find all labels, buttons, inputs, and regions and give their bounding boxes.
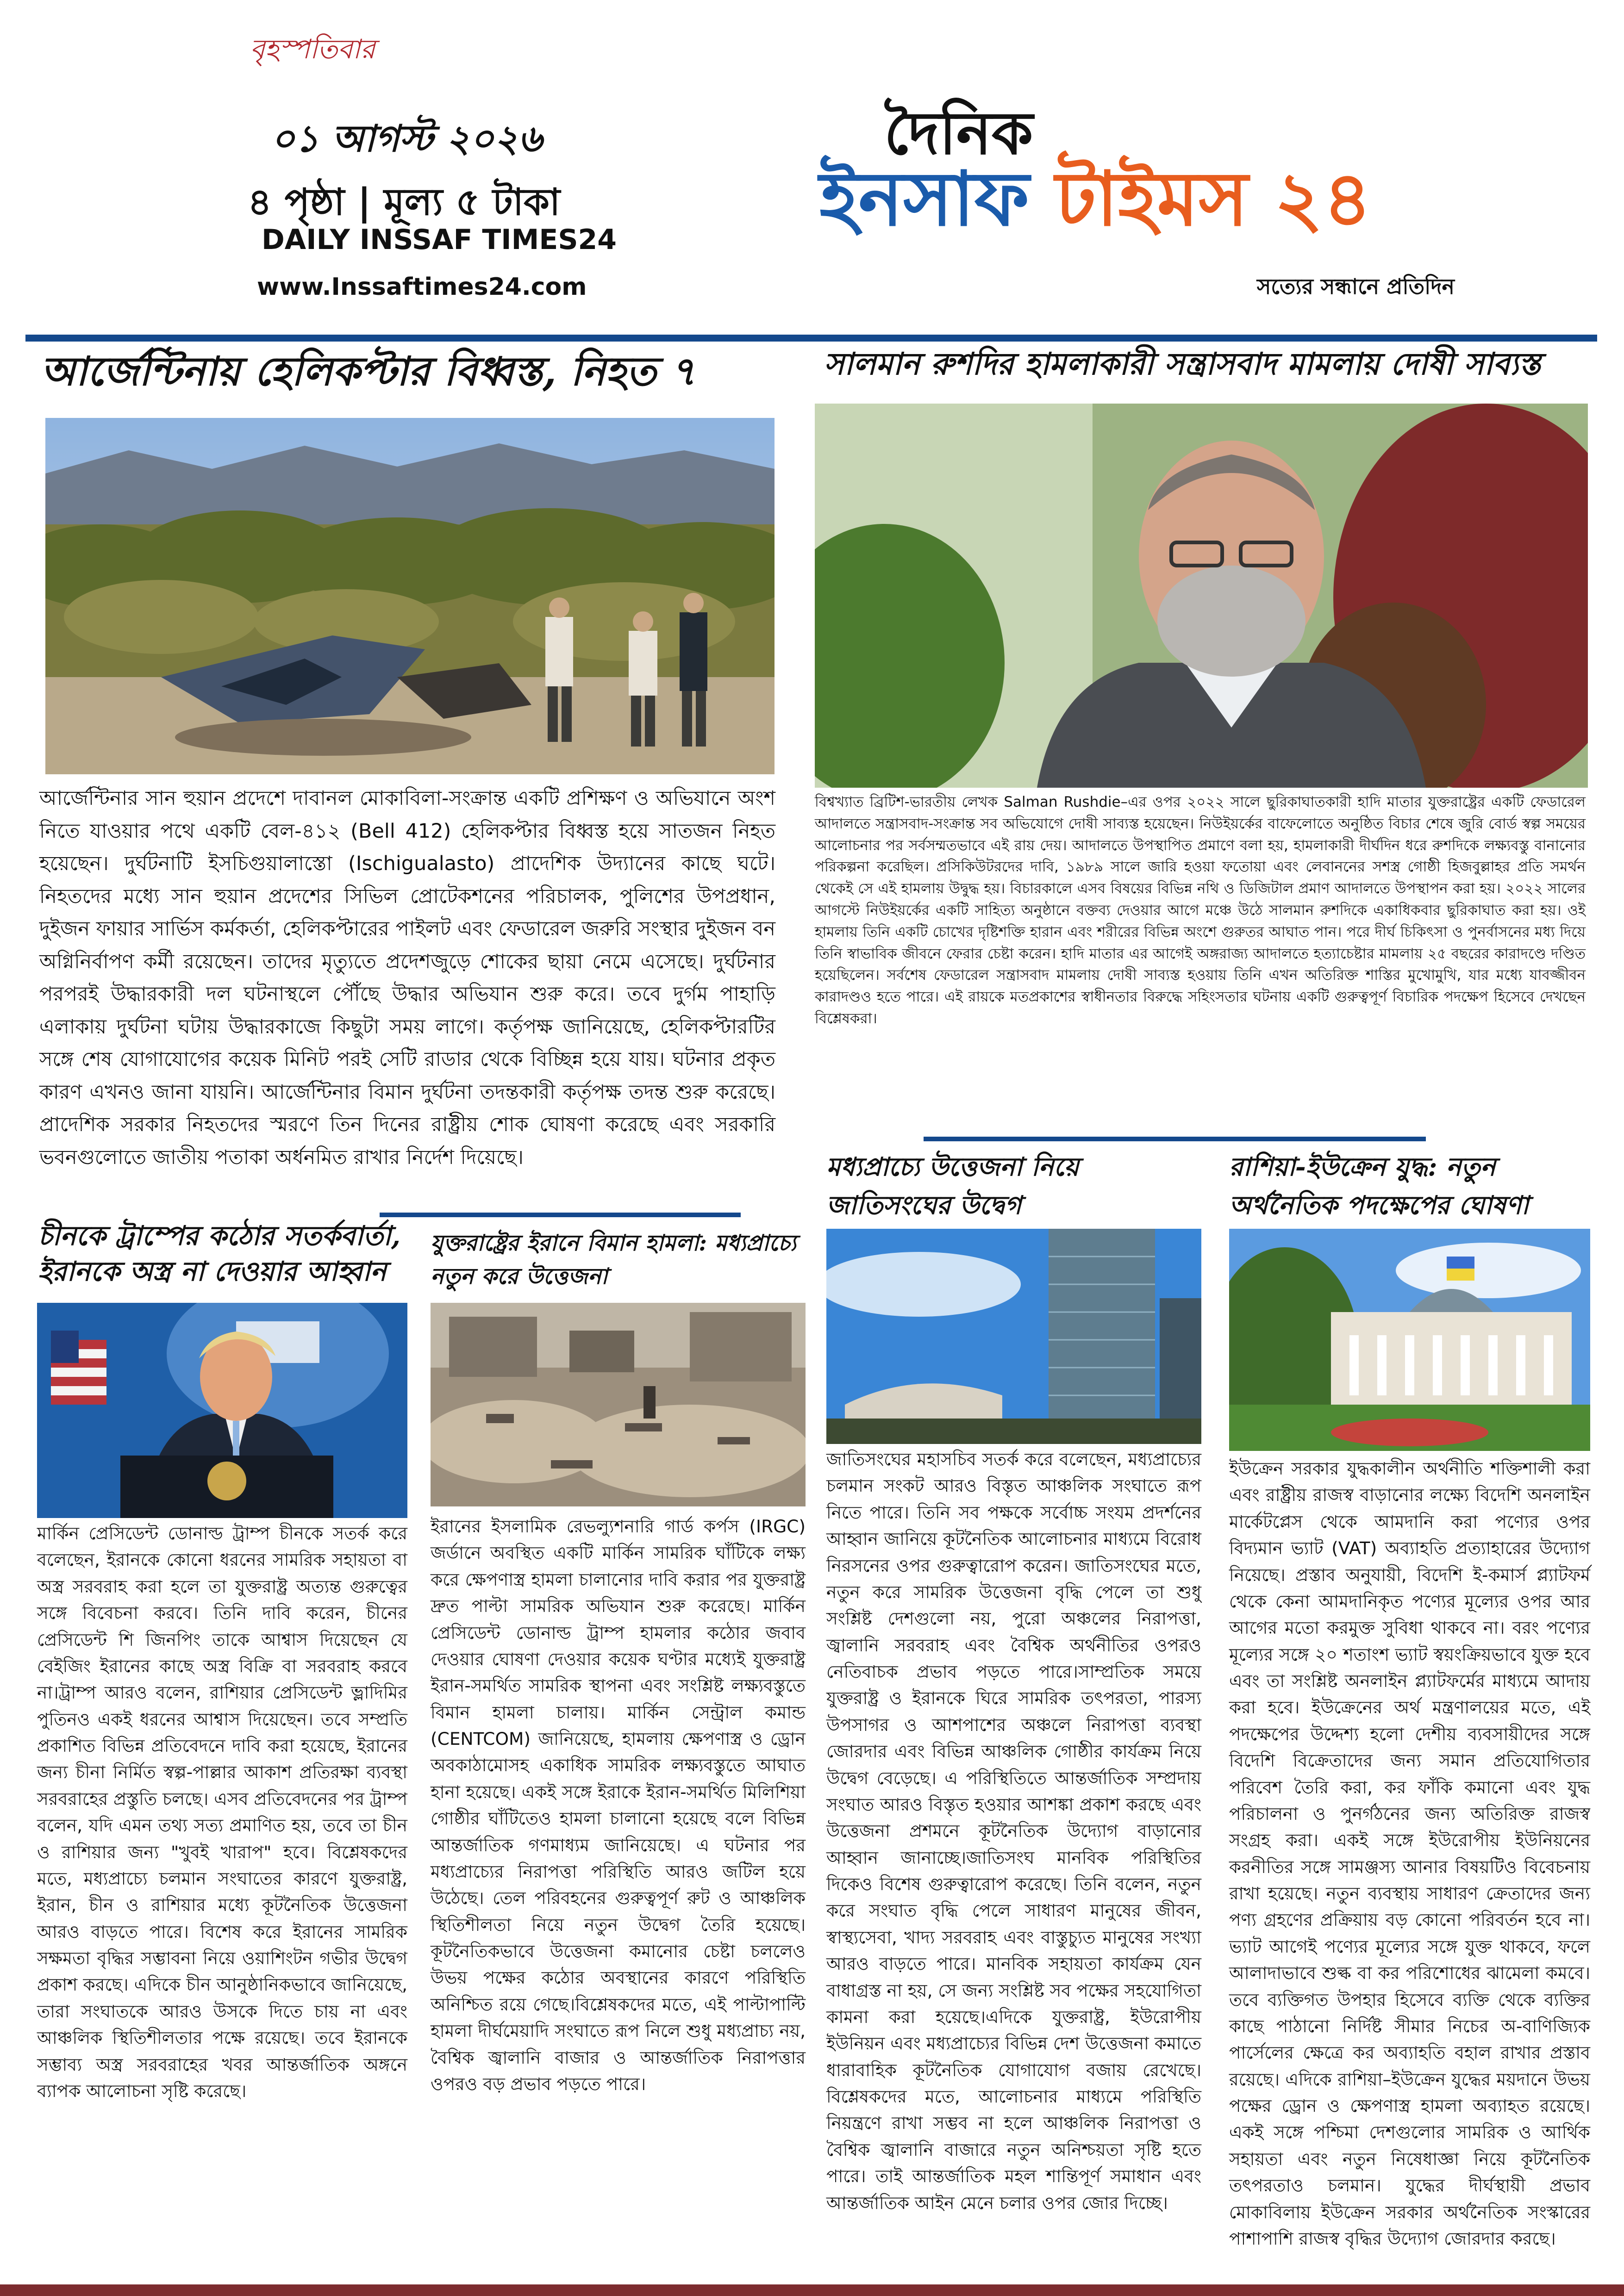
logo-part-inssaf: ইনসাফ [819, 156, 1030, 243]
logo-part-times: টাইমস ২৪ [1055, 156, 1372, 243]
headline-us-strike[interactable]: যুক্তরাষ্ট্রের ইরানে বিমান হামলা: মধ্যপ্রাচ্যে নতুন করে উত্তেজনা [431, 1230, 797, 1289]
section-divider-left [380, 1213, 741, 1217]
headline-trump-china[interactable]: চীনকে ট্রাম্পের কঠোর সতর্কবার্তা, ইরানকে অস্ত্র না দেওয়ার আহ্বান [38, 1220, 401, 1288]
article-body-argentina: আর্জেন্টিনার সান হুয়ান প্রদেশে দাবানল মোকাবিলা-সংক্রান্ত একটি প্রশিক্ষণ ও অভিযানে অংশ নিতে যাওয়ার পথে একটি বেল-৪১২ (Bell 412) হেলিকপ্টার বিধ্বস্ত হয়ে সাতজন নিহত হয়েছেন। দুর্ঘটনাটি ইসচিগুয়ালাস্তো (Ischigualasto) প্রাদেশিক উদ্যানের কাছে ঘটে।নিহতদের মধ্যে সান হুয়ান প্রদেশের সিভিল প্রোটেকশনের পরিচালক, পুলিশের উপপ্রধান, দুইজন ফায়ার সার্ভিস কর্মকর্তা, হেলিকপ্টারের পাইলট এবং ফেডারেল জরুরি সংস্থার দুইজন বন অগ্নিনির্বাপণ কর্মী রয়েছেন। তাদের মৃত্যুতে প্রদেশজুড়ে শোকের ছায়া নেমে এসেছে। দুর্ঘটনার পরপরই উদ্ধারকারী দল ঘটনাস্থলে পৌঁছে উদ্ধার অভিযান শুরু করে। তবে দুর্গম পাহাড়ি এলাকায় দুর্ঘটনা ঘটায় উদ্ধারকাজে কিছুটা সময় লাগে। কর্তৃপক্ষ জানিয়েছে, হেলিকপ্টারটির সঙ্গে শেষ যোগাযোগের কয়েক মিনিট পরই সেটি রাডার থেকে বিচ্ছিন্ন হয়ে যায়। ঘটনার প্রকৃত কারণ এখনও জানা যায়নি। আর্জেন্টিনার বিমান দুর্ঘটনা তদন্তকারী কর্তৃপক্ষ তদন্ত শুরু করেছে। প্রাদেশিক সরকার নিহতদের স্মরণে তিন দিনের রাষ্ট্রীয় শোক ঘোষণা করেছে এবং সরকারি ভবনগুলোতে জাতীয় পতাকা অর্ধনমিত রাখার নির্দেশ দিয়েছে। [39, 787, 775, 1169]
newspaper-logo [819, 156, 1372, 243]
photo-un-headquarters [826, 1229, 1201, 1444]
logo-daily-word: দৈনিক [884, 99, 1033, 168]
section-divider-right [924, 1137, 1426, 1141]
photo-ukraine-parliament [1229, 1229, 1590, 1451]
article-body-trump: মার্কিন প্রেসিডেন্ট ডোনাল্ড ট্রাম্প চীনকে সতর্ক করে বলেছেন, ইরানকে কোনো ধরনের সামরিক সহায়তা বা অস্ত্র সরবরাহ করা হলে তা যুক্তরাষ্ট্র অত্যন্ত গুরুত্বের সঙ্গে বিবেচনা করবে। তিনি দাবি করেন, চীনের প্রেসিডেন্ট শি জিনপিং তাকে আশ্বাস দিয়েছেন যে বেইজিং ইরানের কাছে অস্ত্র বিক্রি বা সরবরাহ করবে না।ট্রাম্প আরও বলেন, রাশিয়ার প্রেসিডেন্ট ভ্লাদিমির পুতিনও একই ধরনের আশ্বাস দিয়েছেন। তবে সম্প্রতি প্রকাশিত বিভিন্ন প্রতিবেদনে দাবি করা হয়েছে, ইরানের জন্য চীনা নির্মিত স্বল্প-পাল্লার আকাশ প্রতিরক্ষা ব্যবস্থা সরবরাহের প্রস্তুতি চলছে। এসব প্রতিবেদনের পর ট্রাম্প বলেন, যদি এমন তথ্য সত্য প্রমাণিত হয়, তবে তা চীন ও রাশিয়ার জন্য "খুবই খারাপ" হবে। বিশ্লেষকদের মতে, মধ্যপ্রাচ্যে চলমান সংঘাতের কারণে যুক্তরাষ্ট্র, ইরান, চীন ও রাশিয়ার মধ্যে কূটনৈতিক উত্তেজনা আরও বাড়তে পারে। বিশেষ করে ইরানের সামরিক সক্ষমতা বৃদ্ধির সম্ভাবনা নিয়ে ওয়াশিংটন গভীর উদ্বেগ প্রকাশ করছে। এদিকে চীন আনুষ্ঠানিকভাবে জানিয়েছে, তারা সংঘাতকে আরও উসকে দিতে চায় না এবং আঞ্চলিক স্থিতিশীলতার পক্ষে রয়েছে। তবে ইরানকে সম্ভাব্য অস্ত্র সরবরাহের খবর আন্তর্জাতিক অঙ্গনে ব্যাপক আলোচনা সৃষ্টি করেছে। [37, 1523, 407, 2101]
photo-donald-trump [37, 1303, 407, 1518]
article-body-rushdie: বিশ্বখ্যাত ব্রিটিশ-ভারতীয় লেখক Salman Rushdie–এর ওপর ২০২২ সালে ছুরিকাঘাতকারী হাদি মাতার যুক্তরাষ্ট্রের একটি ফেডারেল আদালতে সন্ত্রাসবাদ-সংক্রান্ত সব অভিযোগে দোষী সাব্যস্ত হয়েছেন। নিউইয়র্কের বাফেলোতে অনুষ্ঠিত বিচার শেষে জুরি বোর্ড স্বল্প সময়ের আলোচনার পর সর্বসম্মতভাবে এই রায় দেয়। আদালতে উপস্থাপিত প্রমাণে বলা হয়, হামলাকারী দীর্ঘদিন ধরে রুশদিকে লক্ষ্যবস্তু বানানোর পরিকল্পনা করেছিল। প্রসিকিউটরদের দাবি, ১৯৮৯ সালে জারি হওয়া ফতোয়া এবং লেবাননের সশস্ত্র গোষ্ঠী হিজবুল্লাহর প্রতি সমর্থন থেকেই সে এই হামলায় উদ্বুদ্ধ হয়। বিচারকালে এসব বিষয়ের বিভিন্ন নথি ও ডিজিটাল প্রমাণ আদালতে উপস্থাপন করা হয়। ২০২২ সালের আগস্টে নিউইয়র্কের একটি সাহিত্য অনুষ্ঠানে বক্তব্য দেওয়ার আগে মঞ্চে উঠে সালমান রুশদিকে একাধিকবার ছুরিকাঘাত করা হয়। ওই হামলায় তিনি একটি চোখের দৃষ্টিশক্তি হারান এবং শরীরের বিভিন্ন অংশে গুরুতর আঘাত পান। পরে দীর্ঘ চিকিৎসা ও পুনর্বাসনের মধ্য দিয়ে তিনি স্বাভাবিক জীবনে ফেরার চেষ্টা করেন। হাদি মাতার এর আগেই অঙ্গরাজ্য আদালতে হত্যাচেষ্টার মামলায় ২৫ বছরের কারাদণ্ডে দণ্ডিত হয়েছিলেন। সর্বশেষ ফেডারেল সন্ত্রাসবাদ মামলায় দোষী সাব্যস্ত হওয়ায় তিনি এখন অতিরিক্ত শাস্তির মুখোমুখি, যার মধ্যে যাবজ্জীবন কারাদণ্ডও হতে পারে। এই রায়কে মতপ্রকাশের স্বাধীনতার বিরুদ্ধে সহিংসতার ঘটনায় একটি গুরুত্বপূর্ণ বিচারিক পদক্ষেপ হিসেবে দেখছেন বিশ্লেষকরা। [815, 794, 1586, 1027]
headline-un-concern[interactable]: মধ্যপ্রাচ্যে উত্তেজনা নিয়ে জাতিসংঘের উদ্বেগ [826, 1151, 1079, 1220]
photo-salman-rushdie [815, 404, 1588, 788]
english-newspaper-name: DAILY INSSAF TIMES24 [262, 224, 617, 256]
article-body-us-strike: ইরানের ইসলামিক রেভল্যুশনারি গার্ড কর্পস (IRGC) জর্ডানে অবস্থিত একটি মার্কিন সামরিক ঘাঁটিকে লক্ষ্য করে ক্ষেপণাস্ত্র হামলা চালানোর দাবি করার পর যুক্তরাষ্ট্র দ্রুত পাল্টা সামরিক অভিযান শুরু করেছে। মার্কিন প্রেসিডেন্ট ডোনাল্ড ট্রাম্প হামলার কঠোর জবাব দেওয়ার ঘোষণা দেওয়ার কয়েক ঘণ্টার মধ্যেই যুক্তরাষ্ট্র ইরান-সমর্থিত সামরিক স্থাপনা এবং সংশ্লিষ্ট লক্ষ্যবস্তুতে বিমান হামলা চালায়। মার্কিন সেন্ট্রাল কমান্ড (CENTCOM) জানিয়েছে, হামলায় ক্ষেপণাস্ত্র ও ড্রোন অবকাঠামোসহ একাধিক সামরিক লক্ষ্যবস্তুতে আঘাত হানা হয়েছে। একই সঙ্গে ইরাকে ইরান-সমর্থিত মিলিশিয়া গোষ্ঠীর ঘাঁটিতেও হামলা চালানো হয়েছে বলে বিভিন্ন আন্তর্জাতিক গণমাধ্যম জানিয়েছে। এ ঘটনার পর মধ্যপ্রাচ্যের নিরাপত্তা পরিস্থিতি আরও জটিল হয়ে উঠেছে। তেল পরিবহনের গুরুত্বপূর্ণ রুট ও আঞ্চলিক স্থিতিশীলতা নিয়ে নতুন উদ্বেগ তৈরি হয়েছে। কূটনৈতিকভাবে উত্তেজনা কমানোর চেষ্টা চললেও উভয় পক্ষের কঠোর অবস্থানের কারণে পরিস্থিতি অনিশ্চিত রয়ে গেছে।বিশ্লেষকদের মতে, এই পাল্টাপাল্টি হামলা দীর্ঘমেয়াদি সংঘাতে রূপ নিলে শুধু মধ্যপ্রাচ্য নয়, বৈশ্বিক জ্বালানি বাজার ও আন্তর্জাতিক নিরাপত্তার ওপরও বড় প্রভাব পড়তে পারে। [431, 1516, 806, 2094]
article-body-russia-ukraine: ইউক্রেন সরকার যুদ্ধকালীন অর্থনীতি শক্তিশালী করা এবং রাষ্ট্রীয় রাজস্ব বাড়ানোর লক্ষ্যে বিদেশি অনলাইন মার্কেটপ্লেস থেকে আমদানি করা পণ্যের ওপর বিদ্যমান ভ্যাট (VAT) অব্যাহতি প্রত্যাহারের উদ্যোগ নিয়েছে। প্রস্তাব অনুযায়ী, বিদেশি ই-কমার্স প্ল্যাটফর্ম থেকে কেনা আমদানিকৃত পণ্যের মূল্যের ওপর আর আগের মতো করমুক্ত সুবিধা থাকবে না। বরং পণ্যের মূল্যের সঙ্গে ২০ শতাংশ ভ্যাট স্বয়ংক্রিয়ভাবে যুক্ত হবে এবং তা সংশ্লিষ্ট অনলাইন প্ল্যাটফর্মের মাধ্যমে আদায় করা হবে। ইউক্রেনের অর্থ মন্ত্রণালয়ের মতে, এই পদক্ষেপের উদ্দেশ্য হলো দেশীয় ব্যবসায়ীদের সঙ্গে বিদেশি বিক্রেতাদের জন্য সমান প্রতিযোগিতার পরিবেশ তৈরি করা, কর ফাঁকি কমানো এবং যুদ্ধ পরিচালনা ও পুনর্গঠনের জন্য অতিরিক্ত রাজস্ব সংগ্রহ করা। একই সঙ্গে ইউরোপীয় ইউনিয়নের করনীতির সঙ্গে সামঞ্জস্য আনার বিষয়টিও বিবেচনায় রাখা হয়েছে। নতুন ব্যবস্থায় সাধারণ ক্রেতাদের জন্য পণ্য গ্রহণের প্রক্রিয়ায় বড় কোনো পরিবর্তন হবে না। ভ্যাট আগেই পণ্যের মূল্যের সঙ্গে যুক্ত থাকবে, ফলে আলাদাভাবে শুল্ক বা কর পরিশোধের ঝামেলা কমবে। তবে ব্যক্তিগত উপহার হিসেবে ব্যক্তি থেকে ব্যক্তির কাছে পাঠানো নির্দিষ্ট সীমার নিচের অ-বাণিজ্যিক পার্সেলের ক্ষেত্রে কর অব্যাহতি বহাল রাখার প্রস্তাব রয়েছে। এদিকে রাশিয়া–ইউক্রেন যুদ্ধের ময়দানে উভয় পক্ষের ড্রোন ও ক্ষেপণাস্ত্র হামলা অব্যাহত রয়েছে। একই সঙ্গে পশ্চিমা দেশগুলোর সামরিক ও আর্থিক সহায়তা এবং নতুন নিষেধাজ্ঞা নিয়ে কূটনৈতিক তৎপরতাও চলমান। যুদ্ধের দীর্ঘস্থায়ী প্রভাব মোকাবিলায় ইউক্রেন সরকার অর্থনৈতিক সংস্কারের পাশাপাশি রাজস্ব বৃদ্ধির উদ্যোগ জোরদার করছে। [1229, 1458, 1590, 2249]
website-link[interactable]: www.Inssaftimes24.com [257, 273, 587, 301]
masthead-divider [25, 335, 1597, 342]
headline-russia-ukraine[interactable]: রাশিয়া-ইউক্রেন যুদ্ধ: নতুন অর্থনৈতিক পদক্ষেপের ঘোষণা [1229, 1151, 1529, 1220]
weekday: বৃহস্পতিবার [250, 33, 375, 65]
headline-argentina[interactable]: আর্জেন্টিনায় হেলিকপ্টার বিধ্বস্ত, নিহত ৭ [41, 348, 696, 395]
page-footer-bar [0, 2284, 1624, 2296]
pages-and-price: ৪ পৃষ্ঠা | মূল্য ৫ টাকা [248, 180, 561, 224]
tagline: সত্যের সন্ধানে প্রতিদিন [1257, 274, 1455, 299]
photo-strike-rubble [431, 1303, 806, 1506]
headline-rushdie[interactable]: সালমান রুশদির হামলাকারী সন্ত্রাসবাদ মামলায় দোষী সাব্যস্ত [824, 346, 1541, 382]
photo-helicopter-crash [45, 418, 775, 774]
issue-date: ০১ আগস্ট ২০২৬ [271, 117, 543, 160]
article-body-un: জাতিসংঘের মহাসচিব সতর্ক করে বলেছেন, মধ্যপ্রাচ্যের চলমান সংকট আরও বিস্তৃত আঞ্চলিক সংঘাতে রূপ নিতে পারে। তিনি সব পক্ষকে সর্বোচ্চ সংযম প্রদর্শনের আহ্বান জানিয়ে কূটনৈতিক আলোচনার মাধ্যমে বিরোধ নিরসনের ওপর গুরুত্বারোপ করেন। জাতিসংঘের মতে, নতুন করে সামরিক উত্তেজনা বৃদ্ধি পেলে তা শুধু সংশ্লিষ্ট দেশগুলো নয়, পুরো অঞ্চলের নিরাপত্তা, জ্বালানি সরবরাহ এবং বৈশ্বিক অর্থনীতির ওপরও নেতিবাচক প্রভাব পড়তে পারে।সাম্প্রতিক সময়ে যুক্তরাষ্ট্র ও ইরানকে ঘিরে সামরিক তৎপরতা, পারস্য উপসাগর ও আশপাশের অঞ্চলে নিরাপত্তা ব্যবস্থা জোরদার এবং বিভিন্ন আঞ্চলিক গোষ্ঠীর কার্যক্রম নিয়ে উদ্বেগ বেড়েছে। এ পরিস্থিতিতে আন্তর্জাতিক সম্প্রদায় সংঘাত আরও বিস্তৃত হওয়ার আশঙ্কা প্রকাশ করছে এবং উত্তেজনা প্রশমনে কূটনৈতিক উদ্যোগ বাড়ানোর আহ্বান জানাচ্ছে।জাতিসংঘ মানবিক পরিস্থিতির দিকেও বিশেষ গুরুত্বারোপ করেছে। তিনি বলেন, নতুন করে সংঘাত বৃদ্ধি পেলে সাধারণ মানুষের জীবন, স্বাস্থ্যসেবা, খাদ্য সরবরাহ এবং বাস্তুচ্যুত মানুষের সংখ্যা আরও বাড়তে পারে। মানবিক সহায়তা কার্যক্রম যেন বাধাগ্রস্ত না হয়, সে জন্য সংশ্লিষ্ট সব পক্ষের সহযোগিতা কামনা করা হয়েছে।এদিকে যুক্তরাষ্ট্র, ইউরোপীয় ইউনিয়ন এবং মধ্যপ্রাচ্যের বিভিন্ন দেশ উত্তেজনা কমাতে ধারাবাহিক কূটনৈতিক যোগাযোগ বজায় রেখেছে। বিশ্লেষকদের মতে, আলোচনার মাধ্যমে পরিস্থিতি নিয়ন্ত্রণে রাখা সম্ভব না হলে আঞ্চলিক নিরাপত্তা ও বৈশ্বিক জ্বালানি বাজারে নতুন অনিশ্চয়তা সৃষ্টি হতে পারে। তাই আন্তর্জাতিক মহল শান্তিপূর্ণ সমাধান এবং আন্তর্জাতিক আইন মেনে চলার ওপর জোর দিচ্ছে। [826, 1449, 1201, 2213]
